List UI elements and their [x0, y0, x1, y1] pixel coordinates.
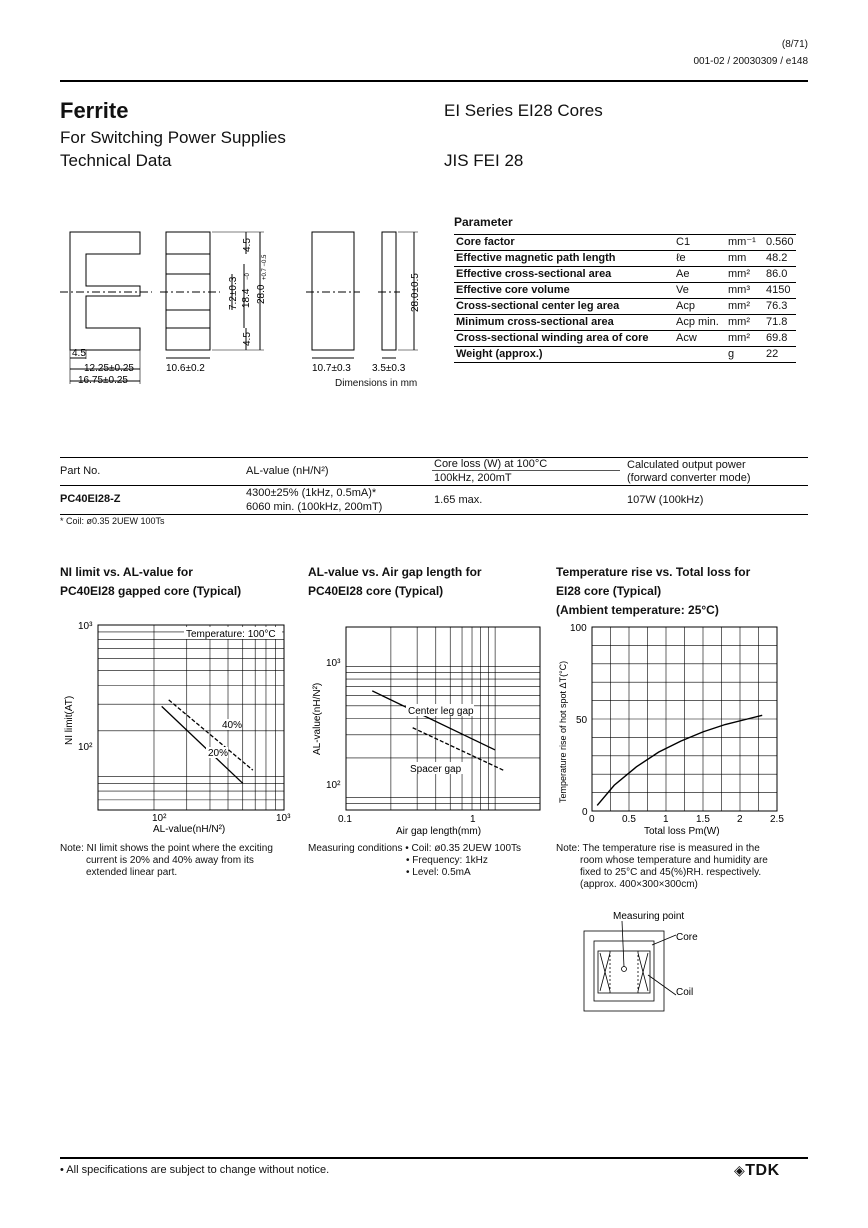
c3-series: [597, 715, 762, 805]
col-core-loss-2: 100kHz, 200mT: [434, 472, 512, 484]
chart3-title-3: (Ambient temperature: 25°C): [556, 603, 719, 617]
parameter-row: [454, 283, 796, 299]
dim-184: 18.4: [241, 288, 252, 308]
parts-footnote: * Coil: ø0.35 2UEW 100Ts: [60, 516, 165, 526]
parameter-value: 71.8: [764, 315, 796, 331]
al-value-2: 6060 min. (100kHz, 200mT): [246, 501, 383, 513]
parameter-symbol: ℓe: [674, 251, 726, 267]
c3-ylabel: Temperature rise of hot spot ΔT(°C): [558, 660, 568, 803]
al-value-1: 4300±25% (1kHz, 0.5mA)*: [246, 487, 377, 499]
parameter-name: Cross-sectional winding area of core: [454, 331, 674, 347]
footer-rule: [60, 1157, 808, 1159]
c1-series-40: [169, 700, 253, 770]
parameter-row: [454, 251, 796, 267]
parameter-unit: mm²: [726, 299, 764, 315]
header-rule: [60, 80, 808, 82]
parameter-row: [454, 331, 796, 347]
tdk-logo-icon: ◈: [734, 1162, 746, 1178]
dimensions-note: Dimensions in mm: [335, 378, 418, 389]
parts-head-rule: [60, 485, 808, 486]
c3-xtick: 2: [737, 814, 743, 825]
c1-l20: 20%: [208, 748, 229, 759]
c1-note-2: current is 20% and 40% away from its: [86, 855, 254, 866]
c1-note-1: Note: NI limit shows the point where the exciting: [60, 843, 273, 854]
parameter-unit: mm³: [726, 283, 764, 299]
dim-280: 28.0: [256, 284, 267, 304]
c1-temp: Temperature: 100°C: [186, 629, 276, 640]
chart2-title: [308, 563, 482, 601]
chart2-title-2: PC40EI28 core (Typical): [308, 584, 444, 598]
parameter-value: 22: [764, 347, 796, 363]
dim-45a: 4.5: [72, 348, 86, 359]
parameter-unit: mm²: [726, 315, 764, 331]
core-drawing: [60, 224, 430, 394]
c1-x-lo: 10²: [152, 813, 167, 824]
loss-sub-rule: [432, 470, 620, 471]
output-power-value: 107W (100kHz): [627, 494, 704, 506]
parameter-row: [454, 267, 796, 283]
parameter-name: Core factor: [454, 235, 674, 251]
parameter-unit: mm²: [726, 331, 764, 347]
parameter-heading: Parameter: [454, 215, 513, 229]
parameter-value: 0.560: [764, 235, 796, 251]
parameter-symbol: Ae: [674, 267, 726, 283]
parameter-name: Cross-sectional center leg area: [454, 299, 674, 315]
chart3-temp-rise: [556, 615, 796, 840]
parameter-unit: g: [726, 347, 764, 363]
parameter-value: 4150: [764, 283, 796, 299]
page-title: Ferrite: [60, 98, 129, 123]
c3-xtick: 2.5: [770, 814, 784, 825]
parameter-symbol: Acp: [674, 299, 726, 315]
chart3-note: [556, 843, 768, 891]
c3-ytick: 100: [570, 623, 587, 634]
col-part-no: Part No.: [60, 465, 101, 477]
parameter-value: 86.0: [764, 267, 796, 283]
dim-106: 10.6±0.2: [166, 363, 205, 374]
col-power-2: (forward converter mode): [627, 472, 751, 484]
subtitle-1: For Switching Power Supplies: [60, 128, 286, 147]
parameter-row: [454, 235, 796, 251]
dim-45-bot: 4.5: [242, 332, 253, 346]
c1-l40: 40%: [222, 720, 243, 731]
parameter-row: [454, 299, 796, 315]
parts-bottom-rule: [60, 514, 808, 515]
parameter-name: Weight (approx.): [454, 347, 674, 363]
dim-280-tol: +0.7 −0.5: [262, 254, 268, 280]
c2-note-2: • Frequency: 1kHz: [406, 855, 488, 866]
parameter-symbol: Acp min.: [674, 315, 726, 331]
parameter-name: Effective magnetic path length: [454, 251, 674, 267]
parameter-symbol: Ve: [674, 283, 726, 299]
part-number: PC40EI28-Z: [60, 493, 121, 505]
c3-xtick: 1: [663, 814, 669, 825]
parameter-value: 76.3: [764, 299, 796, 315]
chart3-title: [556, 563, 750, 620]
c3-xtick: 0: [589, 814, 595, 825]
mp-label: Measuring point: [613, 911, 685, 922]
dim-280b: 28.0±0.5: [410, 273, 421, 312]
tdk-logo-text: TDK: [745, 1162, 780, 1179]
dim-184-tol: −0: [245, 273, 251, 280]
tdk-logo: [734, 1162, 780, 1180]
dim-1675: 16.75±0.25: [78, 375, 128, 386]
parameter-symbol: Acw: [674, 331, 726, 347]
subtitle-2: Technical Data: [60, 151, 172, 170]
parameter-value: 48.2: [764, 251, 796, 267]
dim-72: 7.2±0.3: [228, 276, 239, 310]
col-power-1: Calculated output power: [627, 459, 746, 471]
chart1-title-2: PC40EI28 gapped core (Typical): [60, 584, 242, 598]
c1-y-lo: 10²: [78, 742, 93, 753]
parameter-symbol: [674, 347, 726, 363]
doc-code: 001-02 / 20030309 / e148: [693, 56, 808, 67]
c3-xlabel: Total loss Pm(W): [644, 826, 720, 837]
chart1-ni-limit: [60, 615, 300, 840]
c1-series-20: [162, 706, 243, 783]
c2-note-3: • Level: 0.5mA: [406, 867, 471, 878]
e-core-side: [166, 232, 210, 350]
parameter-unit: mm²: [726, 267, 764, 283]
c3-note-2: room whose temperature and humidity are: [580, 855, 768, 866]
c1-note-3: extended linear part.: [86, 867, 178, 878]
series-name: EI Series EI28 Cores: [444, 101, 603, 120]
c2-y-lo: 10²: [326, 780, 341, 791]
c1-xlabel: AL-value(nH/N²): [153, 824, 226, 835]
dim-1225: 12.25±0.25: [84, 363, 134, 374]
dim-45-top: 4.5: [242, 238, 253, 252]
page-number: (8/71): [781, 39, 808, 50]
parameter-value: 69.8: [764, 331, 796, 347]
jis-name: JIS FEI 28: [444, 151, 524, 170]
dim-107: 10.7±0.3: [312, 363, 351, 374]
parameter-name: Effective core volume: [454, 283, 674, 299]
c3-note-1: Note: The temperature rise is measured in the: [556, 843, 760, 854]
measuring-diagram: [580, 905, 700, 1015]
chart1-title-1: NI limit vs. AL-value for: [60, 565, 193, 579]
page-header: [693, 36, 808, 70]
c3-xtick: 0.5: [622, 814, 636, 825]
c2-x-hi: 1: [470, 814, 476, 825]
parameter-table: [454, 234, 796, 363]
c1-ylabel: NI limit(AT): [64, 695, 75, 745]
c2-note-1: Measuring conditions • Coil: ø0.35 2UEW 100Ts: [308, 843, 522, 854]
chart2-title-1: AL-value vs. Air gap length for: [308, 565, 482, 579]
i-core-side: [382, 232, 396, 350]
parameter-name: Minimum cross-sectional area: [454, 315, 674, 331]
parameter-row: [454, 347, 796, 363]
chart2-note: [308, 843, 521, 879]
col-al-value: AL-value (nH/N²): [246, 465, 329, 477]
c2-y-hi: 10³: [326, 658, 341, 669]
chart1-note: [60, 843, 273, 879]
parameter-row: [454, 315, 796, 331]
parameter-name: Effective cross-sectional area: [454, 267, 674, 283]
c3-ytick: 50: [576, 715, 588, 726]
chart2-al-vs-gap: [308, 615, 548, 840]
i-core-front: [312, 232, 354, 350]
parameter-unit: mm: [726, 251, 764, 267]
parameter-symbol: C1: [674, 235, 726, 251]
c1-y-hi: 10³: [78, 621, 93, 632]
footer-note: • All specifications are subject to change without notice.: [60, 1164, 330, 1176]
c2-spacer-label: Spacer gap: [410, 764, 462, 775]
c3-ytick: 0: [582, 807, 588, 818]
col-core-loss-1: Core loss (W) at 100°C: [434, 458, 548, 470]
coil-label: Coil: [676, 987, 694, 998]
c2-center-label: Center leg gap: [408, 706, 474, 717]
chart3-title-2: EI28 core (Typical): [556, 584, 662, 598]
c2-x-lo: 0.1: [338, 814, 352, 825]
e-core-outline: [70, 232, 140, 350]
c3-note-4: (approx. 400×300×300cm): [580, 879, 698, 890]
c3-note-3: fixed to 25°C and 45(%)RH. respectively.: [580, 867, 762, 878]
parameter-unit: mm⁻¹: [726, 235, 764, 251]
c2-ylabel: AL-value(nH/N²): [312, 682, 323, 755]
core-label: Core: [676, 932, 698, 943]
chart3-title-1: Temperature rise vs. Total loss for: [556, 565, 751, 579]
parameter-block: [454, 215, 796, 363]
dim-35: 3.5±0.3: [372, 363, 406, 374]
core-loss-value: 1.65 max.: [434, 494, 483, 506]
c2-xlabel: Air gap length(mm): [396, 826, 482, 837]
c3-xtick: 1.5: [696, 814, 710, 825]
chart1-title: [60, 563, 241, 601]
c1-x-hi: 10³: [276, 813, 291, 824]
